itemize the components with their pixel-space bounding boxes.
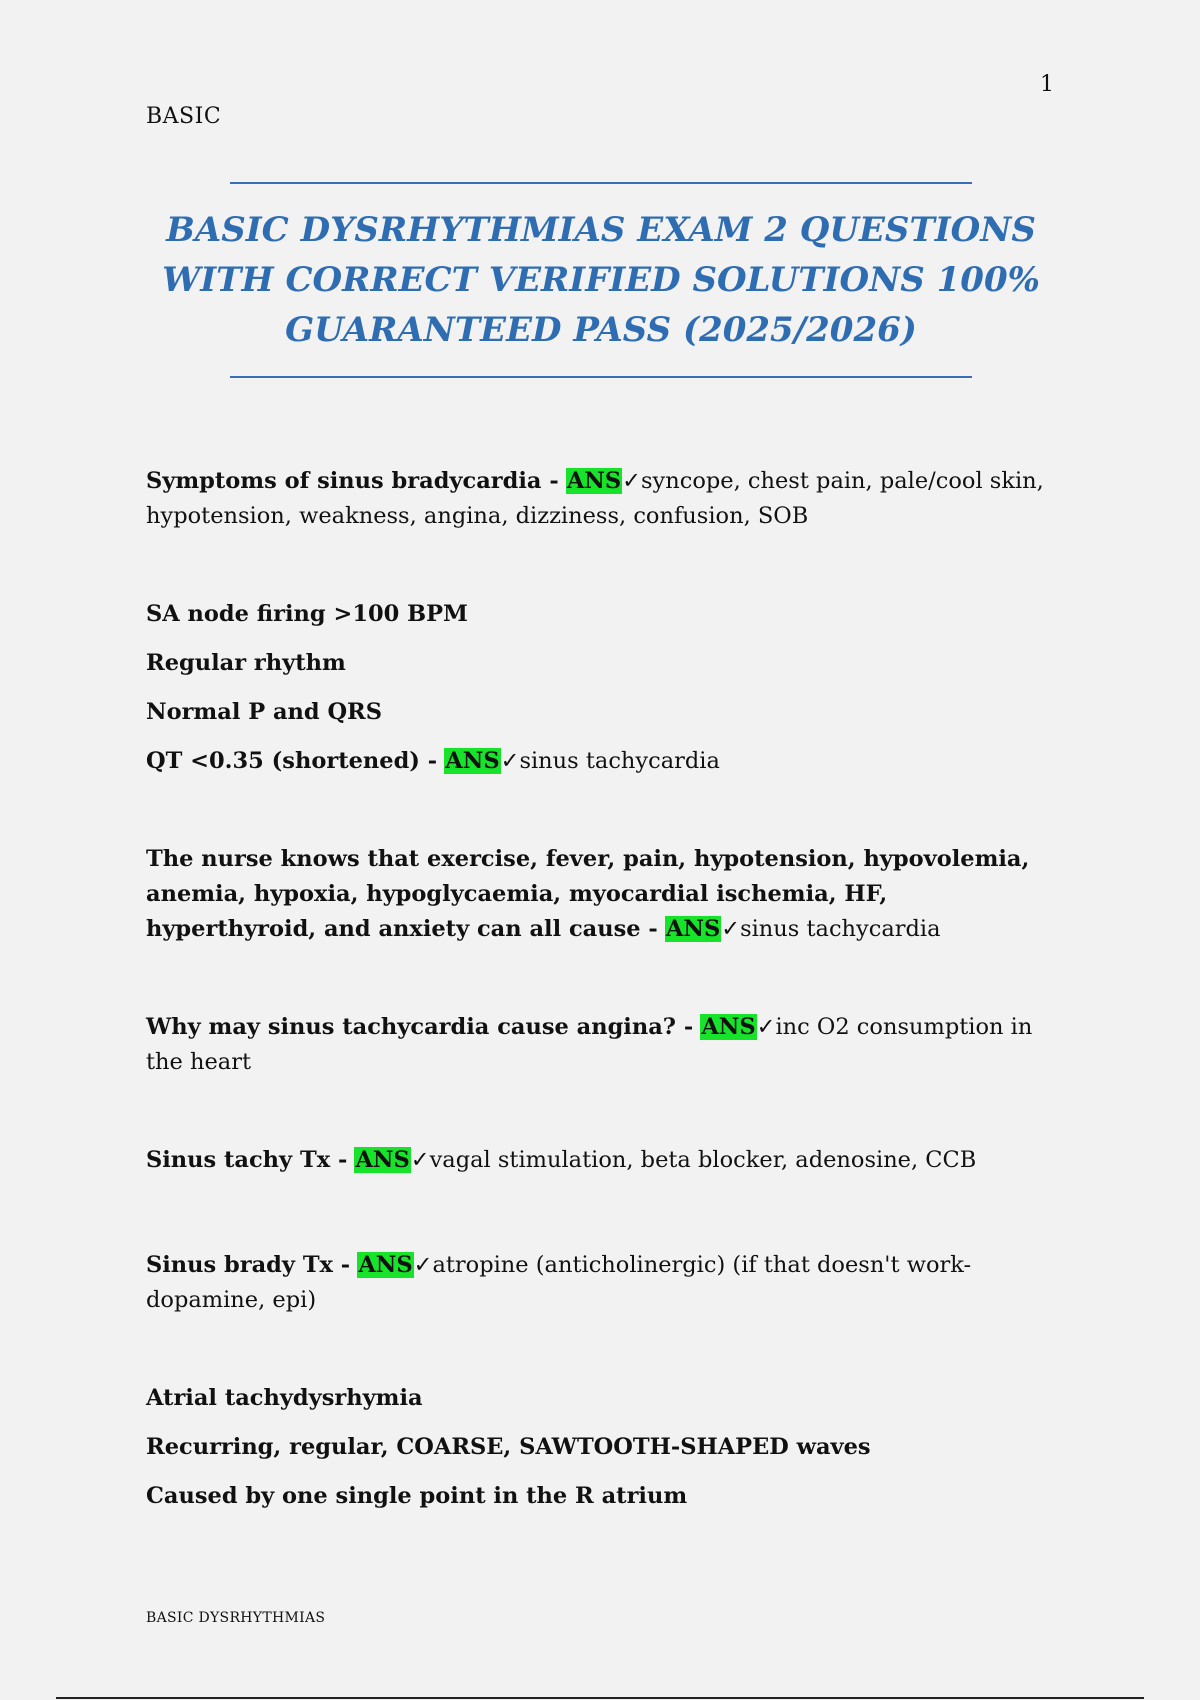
- qa-item: [146, 1248, 1046, 1318]
- question-text: Symptoms of sinus bradycardia -: [146, 468, 559, 494]
- question-line: Normal P and QRS: [146, 699, 382, 725]
- answer-text: sinus tachycardia: [519, 748, 720, 774]
- question-line: Regular rhythm: [146, 650, 346, 676]
- trailing-line: Atrial tachydysrhymia: [146, 1385, 423, 1411]
- question-text: Sinus tachy Tx -: [146, 1147, 348, 1173]
- answer-text: inc O2 consumption in the heart: [146, 1014, 1033, 1075]
- qa-item: [146, 842, 1046, 947]
- answer-text: atropine (anticholinergic) (if that doesn't work- dopamine, epi): [146, 1252, 972, 1313]
- check-icon: ✓: [622, 468, 641, 494]
- ans-highlight: ANS: [358, 1252, 413, 1278]
- qa-item: [146, 1143, 1046, 1178]
- qa-item: [146, 1010, 1046, 1080]
- question-text: Sinus brady Tx -: [146, 1252, 351, 1278]
- qa-item: [146, 744, 1046, 779]
- check-icon: ✓: [756, 1014, 776, 1040]
- page-footer: BASIC DYSRHYTHMIAS: [146, 1610, 326, 1626]
- answer-text: vagal stimulation, beta blocker, adenosine, CCB: [429, 1147, 977, 1173]
- page-header: BASIC: [146, 104, 222, 129]
- answer-text: sinus tachycardia: [740, 916, 941, 942]
- title-line: WITH CORRECT VERIFIED SOLUTIONS 100%: [162, 260, 1040, 300]
- trailing-line: Recurring, regular, COARSE, SAWTOOTH-SHAPED waves: [146, 1434, 871, 1460]
- answer-text: syncope, chest pain, pale/cool skin, hypotension, weakness, angina, dizziness, confusion, SOB: [146, 468, 1044, 529]
- question-text: The nurse knows that exercise, fever, pain, hypotension, hypovolemia, anemia, hypoxia, hypoglycaemia, myocardial ischemia, HF, hyperthyroid, and anxiety can all cause -: [146, 846, 1030, 942]
- check-icon: ✓: [721, 916, 741, 942]
- ans-highlight: ANS: [566, 468, 622, 494]
- check-icon: ✓: [410, 1147, 430, 1173]
- qa-item: [146, 464, 1046, 534]
- ans-highlight: ANS: [355, 1147, 410, 1173]
- question-line: SA node firing >100 BPM: [146, 601, 468, 627]
- page-number: 1: [1040, 72, 1054, 97]
- check-icon: ✓: [413, 1252, 433, 1278]
- trailing-line: Caused by one single point in the R atrium: [146, 1483, 688, 1509]
- title-block: [162, 182, 1040, 378]
- question-text: Why may sinus tachycardia cause angina? -: [146, 1014, 694, 1040]
- ans-highlight: ANS: [665, 916, 721, 942]
- ans-highlight: ANS: [701, 1014, 756, 1040]
- ans-highlight: ANS: [445, 748, 500, 774]
- qa-content: [146, 464, 1046, 1514]
- title-line: GUARANTEED PASS (2025/2026): [285, 310, 917, 350]
- title-line: BASIC DYSRHYTHMIAS EXAM 2 QUESTIONS: [166, 210, 1036, 250]
- check-icon: ✓: [500, 748, 520, 774]
- question-text: QT <0.35 (shortened) -: [146, 748, 438, 774]
- footer-divider: [56, 1697, 1144, 1699]
